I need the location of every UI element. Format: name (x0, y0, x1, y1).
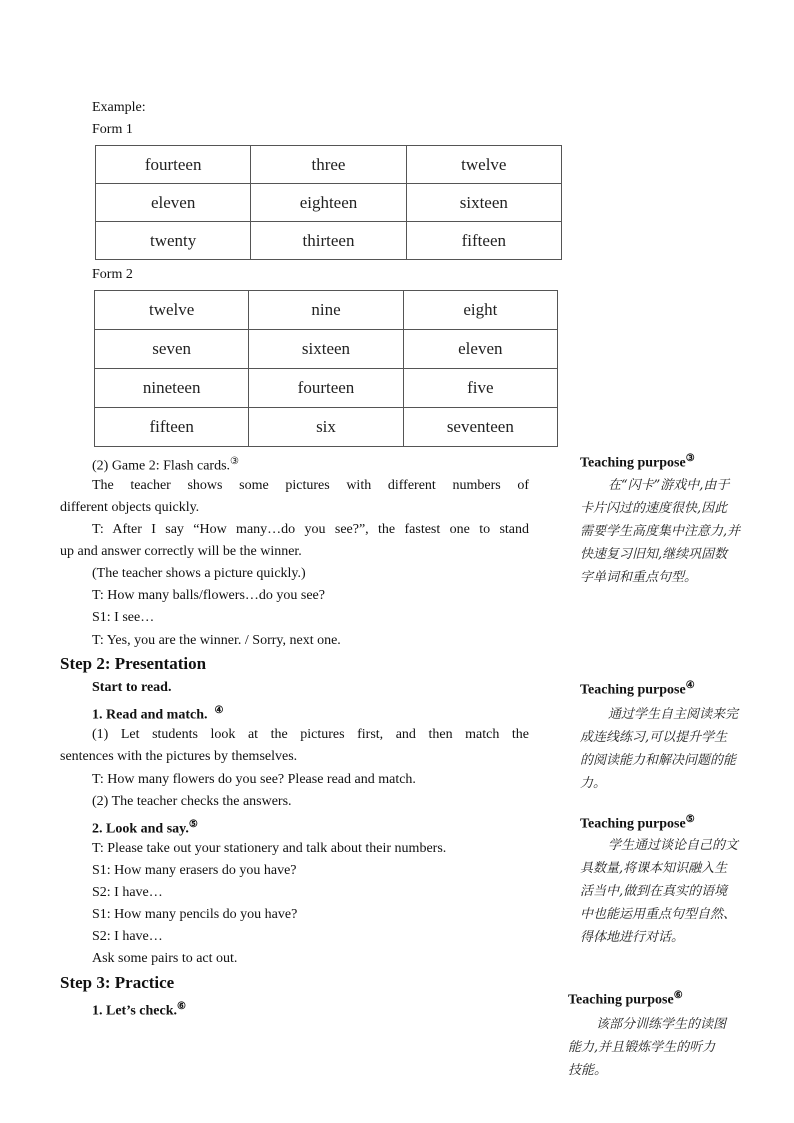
table-cell: five (403, 369, 557, 408)
read-match-2: T: How many flowers do you see? Please read and match. (92, 772, 416, 787)
table-cell: three (251, 146, 406, 184)
table-cell: twelve (95, 291, 249, 330)
teaching-purpose-4-title: Teaching purpose④ (580, 680, 695, 698)
game2-p2a: T: After I say “How many…do you see?”, the fastest one to stand (92, 522, 529, 537)
read-match-1b: sentences with the pictures by themselves. (60, 749, 298, 764)
table-cell: eight (403, 291, 557, 330)
teaching-purpose-4-body: 通过学生自主阅读来完 成连线练习,可以提升学生 的阅读能力和解决问题的能 力。 (580, 707, 739, 791)
table-cell: eleven (403, 330, 557, 369)
table-cell: seventeen (403, 408, 557, 447)
read-match-3: (2) The teacher checks the answers. (92, 794, 292, 809)
read-match-marker: ④ (214, 705, 224, 716)
look-say-5: S2: I have… (92, 929, 163, 944)
table-cell: eleven (96, 184, 251, 222)
look-say-1: T: Please take out your stationery and talk about their numbers. (92, 841, 447, 856)
table-row (95, 291, 558, 330)
table-cell: fourteen (249, 369, 403, 408)
table-cell: sixteen (406, 184, 561, 222)
look-say-3: S2: I have… (92, 885, 163, 900)
game2-marker: ③ (230, 456, 239, 467)
game2-p2b: up and answer correctly will be the winner. (60, 544, 302, 559)
table-cell: fifteen (406, 222, 561, 260)
teaching-purpose-5-title: Teaching purpose⑤ (580, 814, 695, 832)
table-cell: nineteen (95, 369, 249, 408)
teaching-purpose-3-title: Teaching purpose③ (580, 453, 695, 471)
look-say-2: S1: How many erasers do you have? (92, 863, 297, 878)
teaching-purpose-6-body: 该部分训练学生的读图 能力,并且锻炼学生的听力 技能。 (568, 1017, 727, 1078)
game2-p3: (The teacher shows a picture quickly.) (92, 566, 306, 581)
table-row (95, 369, 558, 408)
step2-title: Step 2: Presentation (60, 654, 207, 673)
game2-heading: (2) Game 2: Flash cards.③ (92, 456, 239, 474)
read-match-heading: 1. Read and match. ④ (92, 705, 224, 723)
table-row (96, 146, 562, 184)
game2-p1a: The teacher shows some pictures with different numbers of (92, 478, 529, 493)
game2-p1b: different objects quickly. (60, 500, 200, 515)
game2-p4: T: How many balls/flowers…do you see? (92, 588, 325, 603)
table-cell: seven (95, 330, 249, 369)
form2-label: Form 2 (92, 267, 133, 282)
look-say-marker: ⑤ (188, 819, 198, 830)
table-row (96, 184, 562, 222)
teaching-purpose-6-title: Teaching purpose⑥ (568, 990, 683, 1008)
table-cell: eighteen (251, 184, 406, 222)
step3-title: Step 3: Practice (60, 973, 175, 992)
form2-table (94, 290, 558, 447)
table-cell: fourteen (96, 146, 251, 184)
table-row (95, 330, 558, 369)
check-marker: ⑥ (177, 1001, 186, 1012)
table-row (96, 222, 562, 260)
teaching-purpose-5-body: 学生通过谈论自己的文 具数量,将课本知识融入生 活当中,做到在真实的语境 中也能运用重点句型自然、 得体地进行对话。 (580, 838, 739, 945)
table-cell: fifteen (95, 408, 249, 447)
look-say-6: Ask some pairs to act out. (92, 951, 238, 966)
table-cell: six (249, 408, 403, 447)
table-row (95, 408, 558, 447)
table-cell: twelve (406, 146, 561, 184)
game2-p6: T: Yes, you are the winner. / Sorry, next one. (92, 633, 341, 648)
game2-p5: S1: I see… (92, 610, 155, 625)
teaching-purpose-3-body: 在“闪卡”游戏中,由于 卡片闪过的速度很快,因此 需要学生高度集中注意力,并 快速复习旧知,继续巩固数 字单词和重点句型。 (580, 478, 741, 585)
look-say-heading: 2. Look and say.⑤ (92, 819, 198, 837)
example-label: Example: (92, 100, 146, 115)
table-cell: sixteen (249, 330, 403, 369)
table-cell: thirteen (251, 222, 406, 260)
read-match-1a: (1) Let students look at the pictures first, and then match the (92, 727, 529, 742)
table-cell: nine (249, 291, 403, 330)
table-cell: twenty (96, 222, 251, 260)
form1-label: Form 1 (92, 122, 133, 137)
check-heading: 1. Let’s check.⑥ (92, 1001, 186, 1019)
look-say-4: S1: How many pencils do you have? (92, 907, 298, 922)
step2-start: Start to read. (92, 680, 172, 695)
form1-table (95, 145, 562, 260)
